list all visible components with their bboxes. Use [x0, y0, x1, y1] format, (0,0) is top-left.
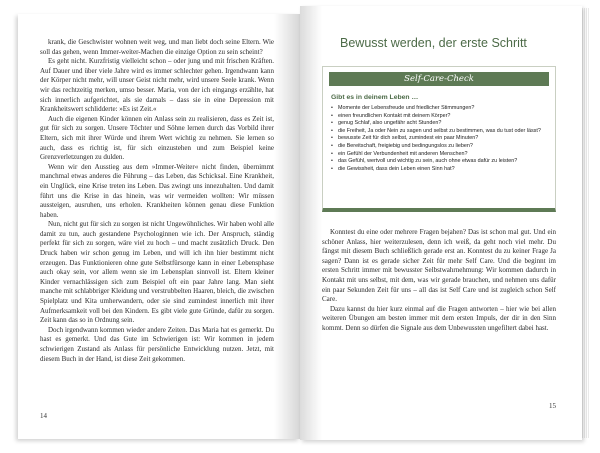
paragraph: Konntest du eine oder mehrere Fragen bejahen? Das ist schon mal gut. Und ein schöner Anlass, hier weiterzulesen, denn ich weiß, da geht noch viel mehr. Du fängst mit diesem Buch schließlich gerade erst an. Konntest du zu keiner Frage Ja sagen? Dann ist es gerade sicher Zeit für mehr Self Care. Und die beginnt im ersten Schritt immer mit bewusster Selbstwahrnehmung: Wir kommen dadurch in Kontakt mit uns selbst, mit dem, was wir gerade brauchen, und nehmen uns dafür ein paar Sekunden Zeit für uns – all das ist Self Care und ist zugleich schon Self Care.	[322, 228, 556, 304]
check-item	[331, 113, 551, 121]
gutter-shadow-left	[274, 14, 300, 439]
bullet-icon: •	[331, 105, 333, 111]
check-item	[331, 143, 551, 151]
left-page	[18, 14, 300, 439]
paragraph: Wenn wir den Ausstieg aus dem »Immer-Weiter« nicht finden, übernimmt manchmal etwas anderes die Führung – das Leben, das Schicksal. Eine Krankheit, ein Unglück, eine Krise treten ins Leben. Das zwingt uns innezuhalten. Und damit führt uns die Krise in das hinein, was wir vermeiden wollten: Wir müssen aussteigen, ausruhen, uns erholen. Krankheiten können genau diese Funktion haben.	[40, 162, 274, 219]
bullet-icon: •	[331, 112, 333, 119]
check-item	[331, 158, 551, 166]
check-item-text: das Gefühl, wertvoll und wichtig zu sein, auch ohne etwas dafür zu leisten?	[338, 158, 518, 165]
paragraph: Nun, nicht gut für sich zu sorgen ist nicht Ungewöhnliches. Wir haben wohl alle damit zu tun, auch gestandene Psychologinnen wie ich. Der Anspruch, ständig perfekt für sich zu sorgen, wäre viel zu hoch – und macht zusätzlich Druck. Den Druck haben wir schon genug im Leben, und will ich ihn hier bestimmt nicht erzeugen. Das Funktionieren ohne gute Selbstfürsorge kann in einer Lebensphase auch okay sein, vor allem wenn sie im Lebensplan sinnvoll ist. Eltern kleiner Kinder vernachlässigen sich zum Beispiel oft ein paar Jahre lang. Man sieht manche mit schlabbriger Kleidung und verstrubbelten Haaren, bleich, die zwischen Spielplatz und Kita umherwandern, oder sie sind zumindest innerlich mit ihrer Aufmerksamkeit voll bei den Kindern. Es gibt viele gute Gründe, dafür zu sorgen. Zeit kann das so in Ordnung sein.	[40, 220, 274, 325]
self-care-check-box	[322, 66, 556, 212]
page-edges	[582, 8, 590, 438]
check-list	[331, 105, 551, 173]
paragraph: Doch irgendwann kommen wieder andere Zeiten. Das Maria hat es gemerkt. Du hast es gemerkt. Und das Gute im Schwierigen ist: Wir kommen in jedem schwierigen Zustand als Anlass für persönliche Entwicklung nutzen. Jetzt, mit diesem Buch in der Hand, ist diese Zeit gekommen.	[40, 325, 274, 363]
check-item-text: genug Schlaf, also ungefähr acht Stunden?	[338, 120, 442, 127]
paragraph: Dazu kannst du hier kurz einmal auf die Fragen antworten – hier wie bei allen weiteren Übungen am besten immer mit dem ersten Impuls, der dir in den Sinn kommt. Denn so dürfen die Signale aus dem Unbewussten ungefiltert dabei hast.	[322, 304, 556, 332]
check-item	[331, 135, 551, 143]
check-heading: Gibt es in deinem Leben …	[331, 94, 419, 101]
bullet-icon: •	[331, 120, 333, 127]
gutter-shadow-right	[300, 6, 322, 440]
right-page	[300, 6, 582, 440]
check-item	[331, 151, 551, 159]
bullet-icon: •	[331, 150, 333, 157]
paragraph: Auch die eigenen Kinder können ein Anlass sein zu realisieren, dass es Zeit ist, gut für sich zu sorgen. Unsere Töchter und Söhne lernen durch das Vorbild ihrer Eltern, sich mit ihrer Würde und ihrem Wert wichtig zu nehmen. Sie lernen so auch, dass es richtig ist, für sich einzustehen und zum Beispiel keine Grenzverletzungen zu dulden.	[40, 114, 274, 162]
check-item	[331, 166, 551, 174]
check-item-text: die Bereitschaft, freigiebig und bedingungslos zu lieben?	[338, 142, 473, 149]
check-item	[331, 128, 551, 136]
check-item	[331, 105, 551, 113]
check-item-text: einen freundlichen Kontakt mit deinem Körper?	[338, 112, 451, 119]
check-item-text: Momente der Lebensfreude und friedlicher Stimmungen?	[338, 105, 475, 111]
check-item-text: die Gewissheit, dass dein Leben einen Sinn hat?	[338, 165, 455, 172]
check-banner: Self-Care-Check	[329, 72, 549, 86]
chapter-title: Bewusst werden, der erste Schritt	[340, 36, 527, 50]
paragraph: krank, die Geschwister wohnen weit weg, und man liebt doch seine Eltern. Wie soll das gehen, wenn Immer-weiter-Machen die einzige Option zu sein scheint?	[40, 38, 274, 56]
bullet-icon: •	[331, 165, 333, 172]
page-number-right: 15	[549, 402, 556, 410]
page-number-left: 14	[40, 412, 47, 420]
bullet-icon: •	[331, 127, 333, 134]
check-item	[331, 120, 551, 128]
bullet-icon: •	[331, 135, 333, 142]
check-item-text: die Freiheit, Ja oder Nein zu sagen und selbst zu bestimmen, was du tust oder lässt?	[338, 127, 541, 134]
check-item-text: ein Gefühl der Verbundenheit mit anderen Menschen?	[338, 150, 468, 157]
paragraph: Es geht nicht. Kurzfristig vielleicht schon – oder jung und mit frischen Kräften. Auf Dauer und über viele Jahre wird es immer schlechter gehen. Irgendwann kann der Körper nicht mehr, will unser Geist nicht mehr, wird unsere Seele krank. Wenn wir das rechtzeitig merken, umso besser. Maria, von der ich eingangs erzählte, hat sich innerlich aufgerichtet, als sie damals – dass sie in eine Depression mit Krankheitswert schlidderte: »Es ist Zeit.«	[40, 57, 274, 114]
left-body-text	[40, 38, 274, 364]
check-item-text: bewusste Zeit für dich selbst, zumindest ein paar Minuten?	[338, 135, 479, 142]
bullet-icon: •	[331, 158, 333, 165]
bullet-icon: •	[331, 142, 333, 149]
right-body-text	[322, 228, 556, 334]
